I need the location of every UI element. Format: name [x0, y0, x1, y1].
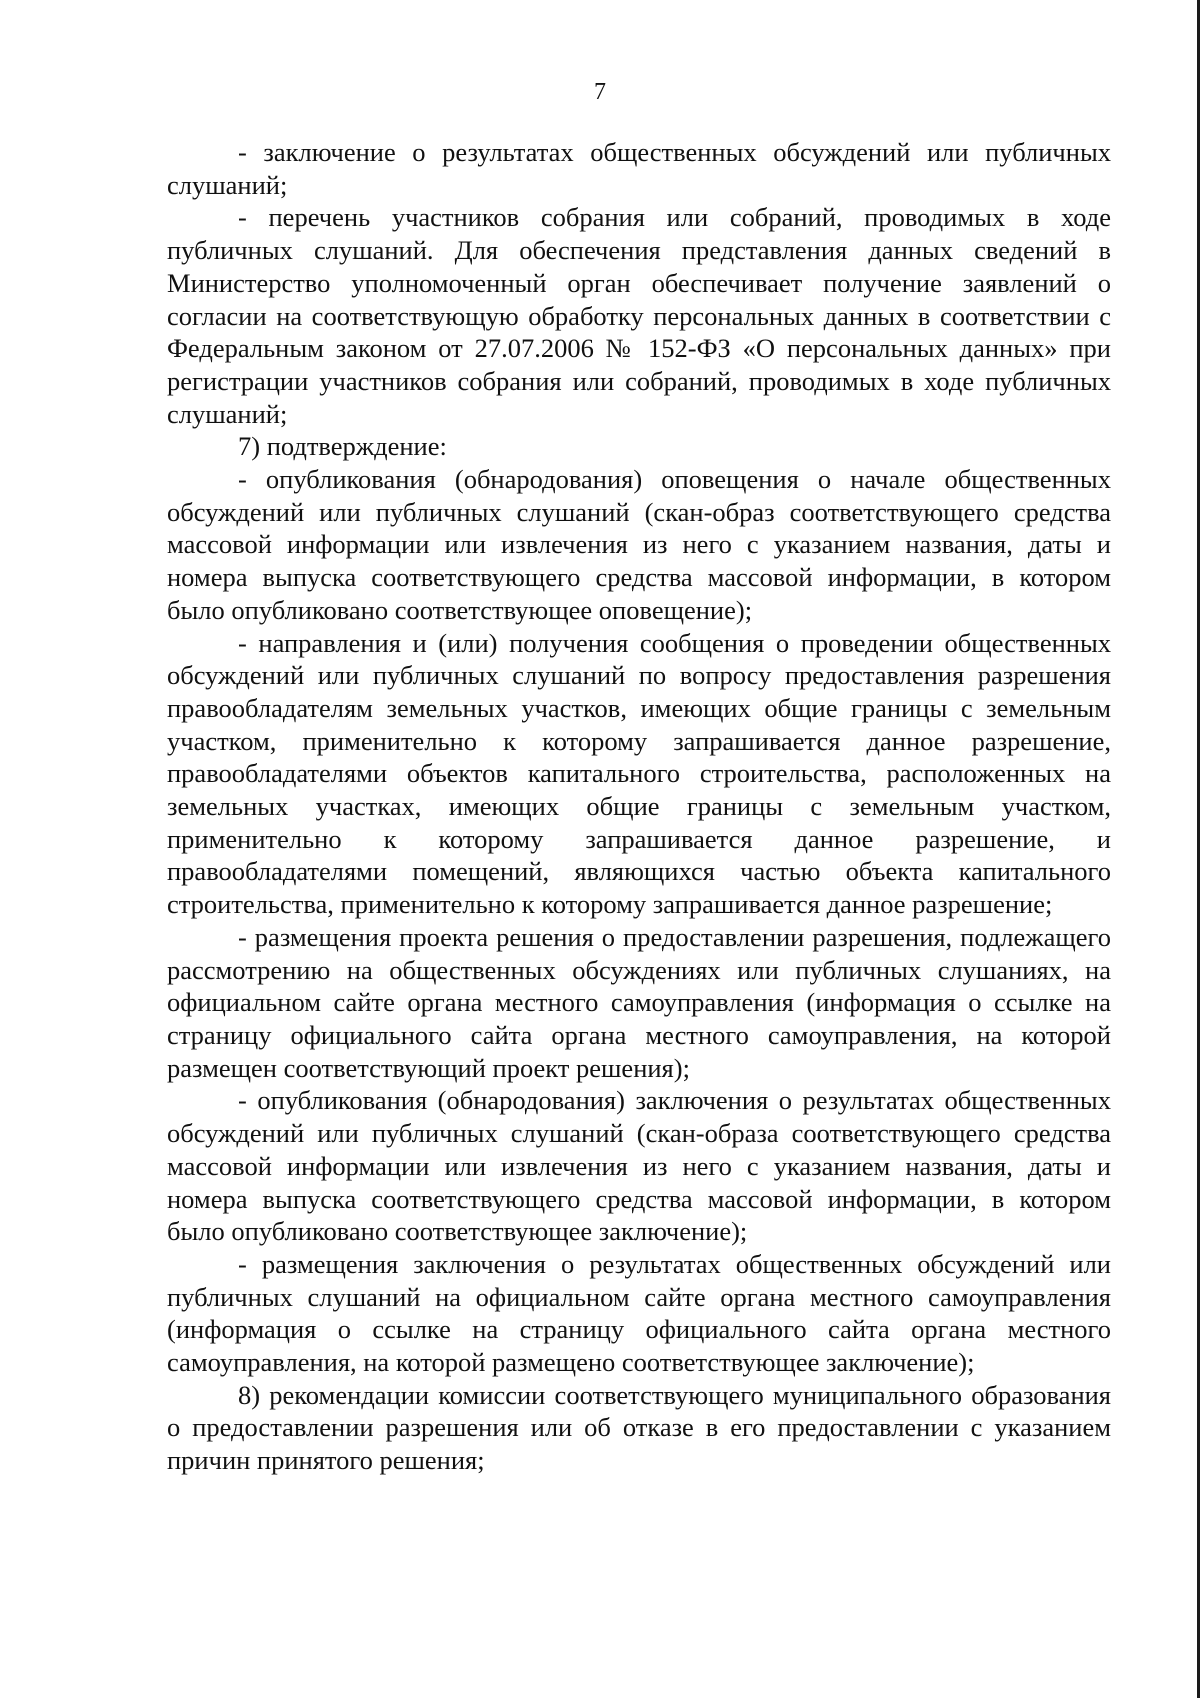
document-body	[167, 136, 1111, 1477]
paragraph-project-placement: - размещения проекта решения о предоставлении разрешения, подлежащего рассмотрению на общественных обсуждениях или публичных слушаниях, на официальном сайте органа местного самоуправления (информация о ссылке на страницу официального сайта органа местного самоуправления, на которой размещен соответствующий проект решения);	[167, 921, 1111, 1083]
paragraph-conclusion-placement: - размещения заключения о результатах общественных обсуждений или публичных слушаний на официальном сайте органа местного самоуправления (информация о ссылке на страницу официального сайта органа местного самоуправления, на которой размещено соответствующее заключение);	[167, 1248, 1111, 1378]
paragraph-participants-list: - перечень участников собрания или собраний, проводимых в ходе публичных слушаний. Для обеспечения представления данных сведений в Министерство уполномоченный орган обеспечивает получение заявлений о согласии на соответствующую обработку персональных данных в соответствии с Федеральным законом от 27.07.2006 № 152-ФЗ «О персональных данных» при регистрации участников собрания или собраний, проводимых в ходе публичных слушаний;	[167, 202, 1111, 429]
paragraph-item-7-heading: 7) подтверждение:	[238, 431, 447, 462]
paragraph-notice-publication: - опубликования (обнародования) оповещения о начале общественных обсуждений или публичных слушаний (скан-образ соответствующего средства массовой информации или извлечения из него с указанием названия, даты и номера выпуска соответствующего средства массовой информации, в котором было опубликовано соответствующее оповещение);	[167, 464, 1111, 625]
page-number: 7	[594, 79, 606, 105]
paragraph-conclusion-publication: - опубликования (обнародования) заключения о результатах общественных обсуждений или публичных слушаний (скан-образа соответствующего средства массовой информации или извлечения из него с указанием названия, даты и номера выпуска соответствующего средства массовой информации, в котором было опубликовано соответствующее заключение);	[167, 1085, 1111, 1247]
paragraph-message-sending: - направления и (или) получения сообщения о проведении общественных обсуждений или публичных слушаний по вопросу предоставления разрешения правообладателям земельных участков, имеющих общие границы с земельным участком, применительно к которому запрашивается данное разрешение, правообладателями объектов капитального строительства, расположенных на земельных участках, имеющих общие границы с земельным участком, применительно к которому запрашивается данное разрешение, и правообладателями помещений, являющихся частью объекта капитального строительства, применительно к которому запрашивается данное разрешение;	[167, 627, 1111, 920]
paragraph-conclusion: - заключение о результатах общественных обсуждений или публичных слушаний;	[167, 137, 1111, 200]
paragraph-item-8-recommendations: 8) рекомендации комиссии соответствующего муниципального образования о предоставлении разрешения или об отказе в его предоставлении с указанием причин принятого решения;	[167, 1379, 1111, 1476]
